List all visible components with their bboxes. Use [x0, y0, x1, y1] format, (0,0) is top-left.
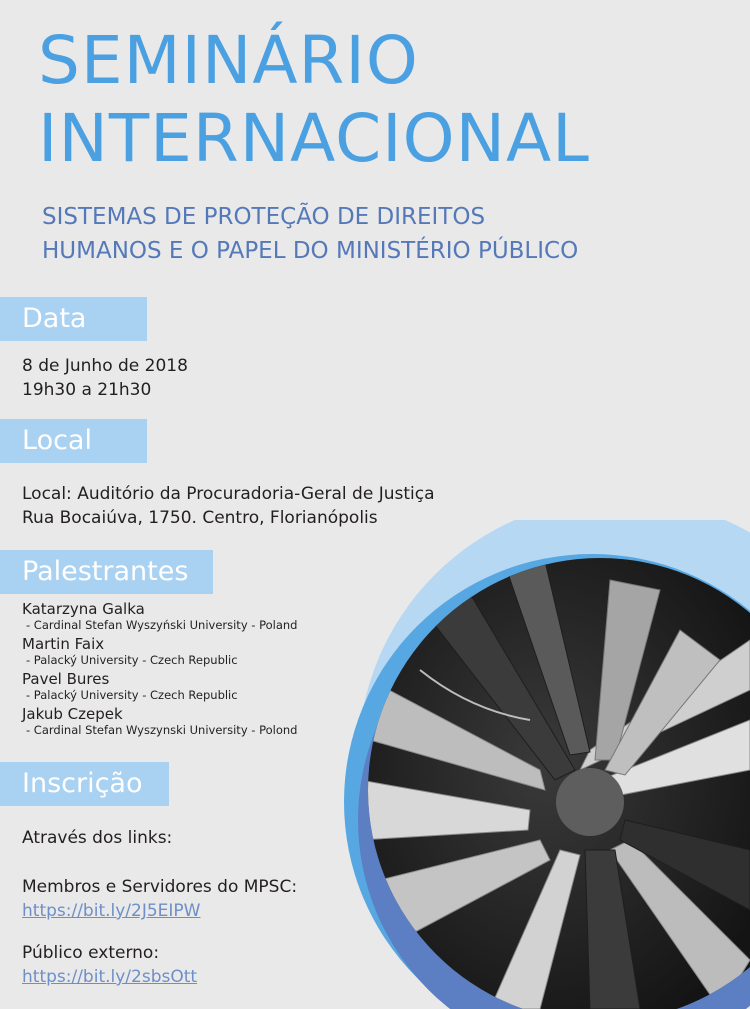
subtitle-line-1: SISTEMAS DE PROTEÇÃO DE DIREITOS [42, 204, 486, 230]
speaker-name: Jakub Czepek [22, 705, 123, 723]
speaker-affiliation: - Cardinal Stefan Wyszynski University - Polond [26, 723, 298, 737]
event-title [38, 22, 590, 178]
speaker-affiliation: - Palacký University - Czech Republic [26, 653, 238, 667]
registration-intro: Através dos links: [22, 828, 173, 848]
title-line-2: INTERNACIONAL [38, 100, 590, 177]
speaker-item [22, 635, 297, 667]
speaker-affiliation: - Cardinal Stefan Wyszyński University - Poland [26, 618, 298, 632]
speaker-name: Pavel Bures [22, 670, 110, 688]
time-text: 19h30 a 21h30 [22, 380, 152, 400]
address-text: Rua Bocaiúva, 1750. Centro, Florianópolis [22, 508, 378, 528]
hands-photo-area [340, 520, 750, 1009]
public-label: Público externo: [22, 943, 160, 963]
public-registration-link[interactable]: https://bit.ly/2sbsOtt [22, 967, 198, 987]
date-label: Data [0, 297, 147, 341]
subtitle-line-2: HUMANOS E O PAPEL DO MINISTÉRIO PÚBLICO [42, 238, 579, 264]
speaker-name: Martin Faix [22, 635, 105, 653]
speakers-label: Palestrantes [0, 550, 213, 594]
speaker-item [22, 705, 297, 737]
speaker-name: Katarzyna Galka [22, 600, 145, 618]
title-line-1: SEMINÁRIO [38, 22, 419, 99]
speaker-item [22, 600, 297, 632]
hands-photo [340, 520, 750, 1009]
members-registration-link[interactable]: https://bit.ly/2J5EIPW [22, 901, 201, 921]
local-label: Local [0, 419, 147, 463]
date-info [22, 354, 188, 402]
speakers-list [22, 600, 297, 740]
members-label: Membros e Servidores do MPSC: [22, 877, 298, 897]
venue-text: Local: Auditório da Procuradoria-Geral de Justiça [22, 484, 435, 504]
speaker-item [22, 670, 297, 702]
registration-label: Inscrição [0, 762, 169, 806]
event-subtitle [42, 200, 578, 268]
speaker-affiliation: - Palacký University - Czech Republic [26, 688, 238, 702]
date-text: 8 de Junho de 2018 [22, 356, 188, 376]
